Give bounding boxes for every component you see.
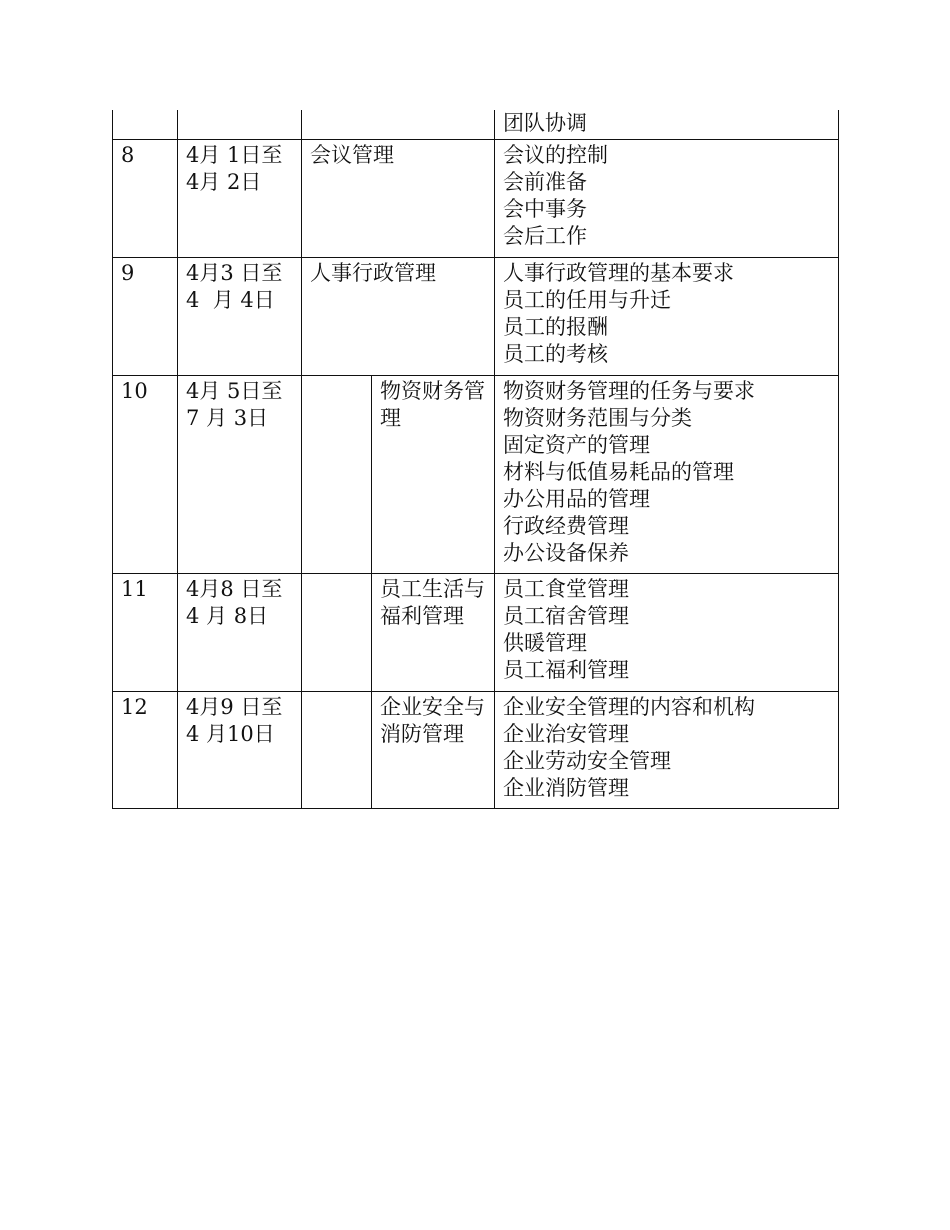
topic-item: 会议的控制 (503, 143, 608, 167)
topic-item: 企业治安管理 (503, 722, 629, 746)
topic-item: 人事行政管理的基本要求 (503, 261, 734, 285)
cell-submodule: 企业安全与消防管理 (372, 692, 495, 809)
cell-topics (495, 140, 839, 258)
cell-number (113, 110, 178, 140)
date-start: 4月3 日至 (186, 261, 283, 285)
cell-topics (495, 574, 839, 692)
cell-module: 人事行政管理 (302, 258, 495, 376)
date-end: 4月 2日 (186, 170, 262, 194)
cell-number: 12 (113, 692, 178, 809)
cell-topics (495, 110, 839, 140)
date-start: 4月9 日至 (186, 695, 283, 719)
cell-date (178, 574, 302, 692)
cell-module (302, 376, 372, 574)
cell-module (302, 574, 372, 692)
date-end: 4 月 4日 (186, 288, 275, 312)
topic-item: 会后工作 (503, 224, 587, 248)
topic-item: 办公设备保养 (503, 541, 629, 565)
topic-item: 物资财务管理的任务与要求 (503, 379, 755, 403)
table-row (113, 376, 839, 574)
date-end: 7 月 3日 (186, 406, 269, 430)
table-row (113, 692, 839, 809)
cell-submodule: 员工生活与福利管理 (372, 574, 495, 692)
topic-item: 企业安全管理的内容和机构 (503, 695, 755, 719)
cell-number: 8 (113, 140, 178, 258)
training-schedule-table (112, 110, 839, 809)
date-start: 4月 1日至 (186, 143, 283, 167)
cell-topics (495, 376, 839, 574)
cell-module (302, 692, 372, 809)
cell-topics (495, 692, 839, 809)
cell-date (178, 140, 302, 258)
date-start: 4月8 日至 (186, 577, 283, 601)
topic-item: 物资财务范围与分类 (503, 406, 692, 430)
cell-submodule: 物资财务管理 (372, 376, 495, 574)
cell-date (178, 692, 302, 809)
topic-item: 材料与低值易耗品的管理 (503, 460, 734, 484)
topic-item: 员工的任用与升迁 (503, 288, 671, 312)
cell-number: 9 (113, 258, 178, 376)
topic-item: 办公用品的管理 (503, 487, 650, 511)
topic-item: 员工的考核 (503, 342, 608, 366)
topic-item: 员工食堂管理 (503, 577, 629, 601)
cell-number: 10 (113, 376, 178, 574)
topic-item: 团队协调 (503, 111, 587, 135)
topic-item: 会中事务 (503, 197, 587, 221)
topic-item: 企业消防管理 (503, 776, 629, 800)
topic-item: 固定资产的管理 (503, 433, 650, 457)
table-row (113, 110, 839, 140)
date-end: 4 月 8日 (186, 604, 269, 628)
cell-module: 会议管理 (302, 140, 495, 258)
topic-item: 会前准备 (503, 170, 587, 194)
table-row (113, 140, 839, 258)
cell-topics (495, 258, 839, 376)
topic-item: 供暖管理 (503, 631, 587, 655)
table-row (113, 258, 839, 376)
table-row (113, 574, 839, 692)
cell-number: 11 (113, 574, 178, 692)
topic-item: 员工福利管理 (503, 658, 629, 682)
topic-item: 员工的报酬 (503, 315, 608, 339)
cell-date (178, 258, 302, 376)
cell-module (302, 110, 495, 140)
date-start: 4月 5日至 (186, 379, 283, 403)
cell-date (178, 110, 302, 140)
date-end: 4 月10日 (186, 722, 275, 746)
topic-item: 企业劳动安全管理 (503, 749, 671, 773)
cell-date (178, 376, 302, 574)
topic-item: 员工宿舍管理 (503, 604, 629, 628)
topic-item: 行政经费管理 (503, 514, 629, 538)
